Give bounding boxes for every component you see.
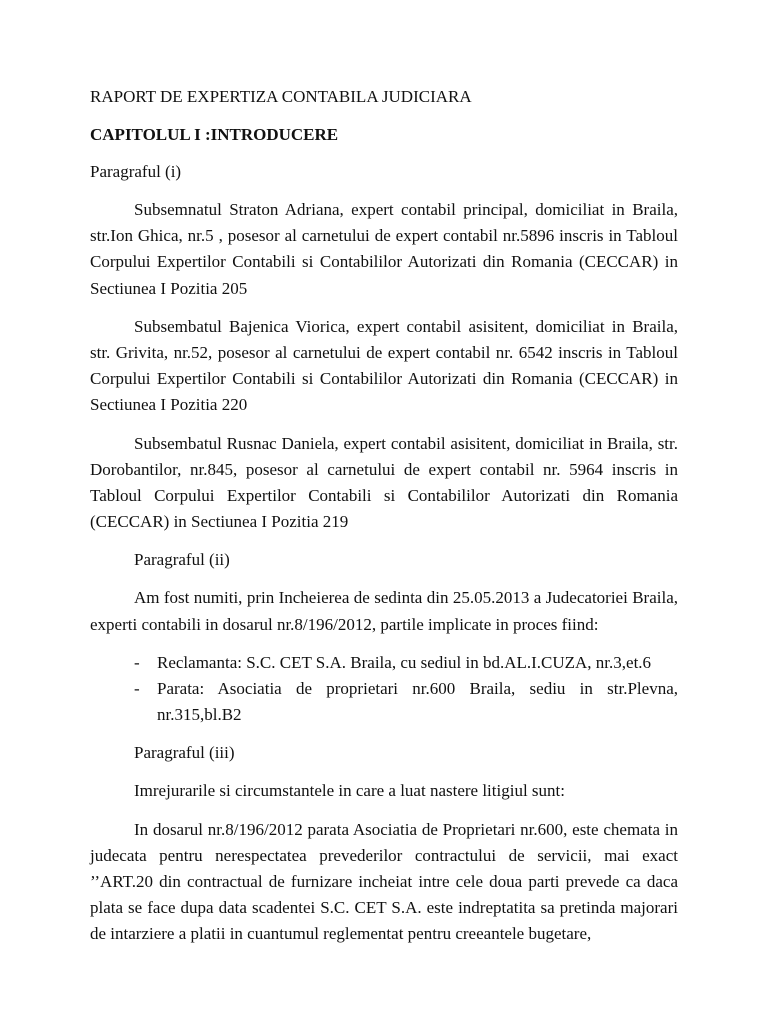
paragraph-label-iii: Paragraful (iii) [134,743,235,763]
paragraph-label-ii: Paragraful (ii) [134,550,230,570]
list-item [134,676,678,728]
parties-list [90,650,678,729]
circumstances-intro: Imrejurarile si circumstantele in care a luat nastere litigiul sunt: [134,781,565,801]
expert-paragraph-bajenica: Subsembatul Bajenica Viorica, expert contabil asisitent, domiciliat in Braila, str. Grivita, nr.52, posesor al carnetului de expert contabil nr. 6542 inscris in Tabloul Corpului Expertilor Contabili si Contabililor Autorizati din Romania (CECCAR) in Sectiunea I Pozitia 220 [90,316,678,415]
expert-paragraph-rusnac: Subsembatul Rusnac Daniela, expert contabil asisitent, domiciliat in Braila, str. Dorobantilor, nr.845, posesor al carnetului de expert contabil nr. 5964 inscris in Tabloul Corpului Expertilor Contabili si Contabililor Autorizati din Romania (CECCAR) in Sectiunea I Pozitia 219 [90,433,678,532]
appointment-paragraph: Am fost numiti, prin Incheierea de sedinta din 25.05.2013 a Judecatoriei Braila, experti contabili in dosarul nr.8/196/2012, partile implicate in proces fiind: [90,588,678,634]
circumstances-body: In dosarul nr.8/196/2012 parata Asociatia de Proprietari nr.600, este chemata in judecata pentru nerespectatea prevederilor contractului de servicii, mai exact ’’ART.20 din contractual de furnizare incheiat intre cele doua parti prevede ca daca plata se face dupa data scadentei S.C. CET S.A. este indreptatita sa pretinda majorari de intarziere a platii in cuantumul reglementat pentru creeantele bugetare, [90,819,678,944]
party-plaintiff: Reclamanta: S.C. CET S.A. Braila, cu sediul in bd.AL.I.CUZA, nr.3,et.6 [157,652,652,672]
paragraph-label-i: Paragraful (i) [90,162,182,181]
list-bullet: - [134,679,140,699]
party-defendant: Parata: Asociatia de proprietari nr.600 Braila, sediu in str.Plevna, nr.315,bl.B2 [157,679,678,725]
document-title: RAPORT DE EXPERTIZA CONTABILA JUDICIARA [90,87,472,106]
chapter-heading: CAPITOLUL I :INTRODUCERE [90,125,339,144]
list-item [134,650,678,676]
list-bullet: - [134,652,140,672]
expert-paragraph-straton: Subsemnatul Straton Adriana, expert contabil principal, domiciliat in Braila, str.Ion Ghica, nr.5 , posesor al carnetului de expert contabil nr.5896 inscris in Tabloul Corpului Expertilor Contabili si Contabililor Autorizati din Romania (CECCAR) in Sectiunea I Pozitia 205 [90,200,678,298]
